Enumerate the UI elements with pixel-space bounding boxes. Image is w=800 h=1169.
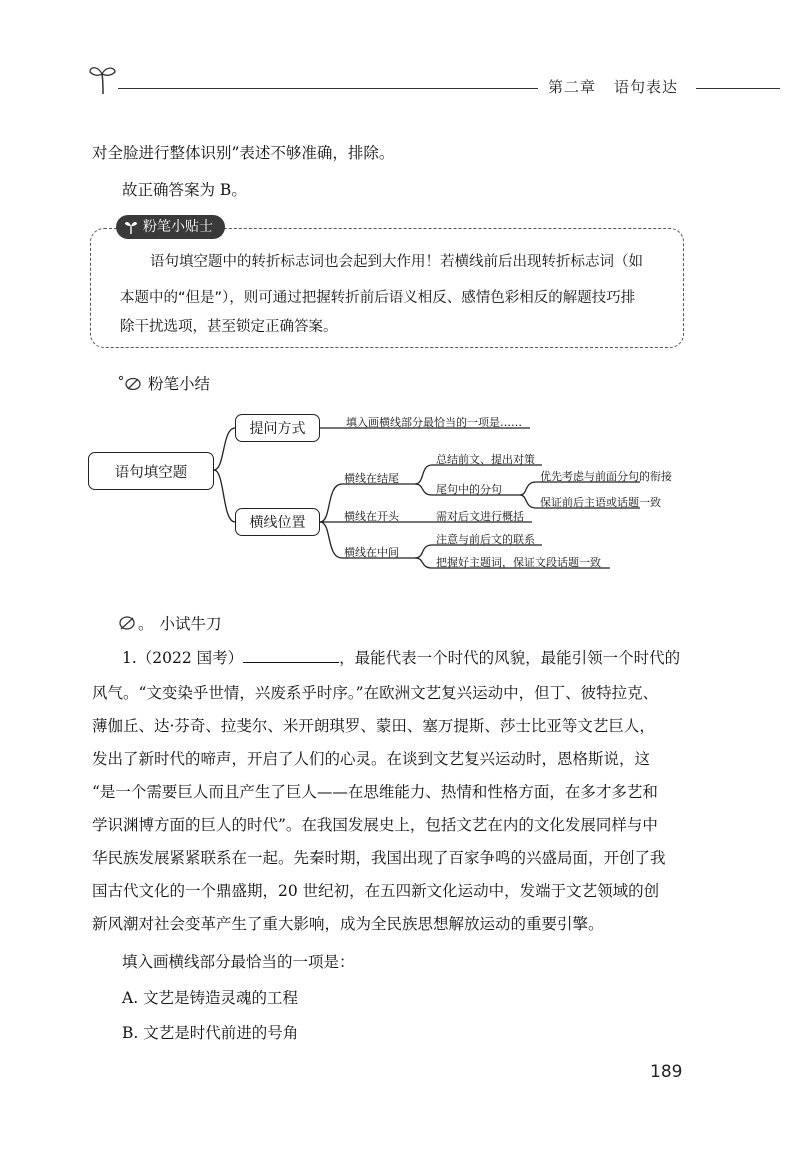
- page-number: 189: [650, 1062, 683, 1082]
- question-line: “是一个需要巨人而且产生了巨人——在思维能力、热情和性格方面，在多才多艺和: [92, 783, 658, 801]
- tip-line: 本题中的“但是”），则可通过把握转折前后语义相反、感情色彩相反的解题技巧排: [120, 290, 636, 306]
- intro-line-2: 故正确答案为 B。: [122, 181, 247, 199]
- mind-map-mid-item: 注意与前后文的联系: [436, 533, 535, 546]
- question-line: 新风潮对社会变革产生了重大影响，成为全民族思想解放运动的重要引擎。: [92, 915, 604, 933]
- mind-map-root: 语句填空题: [88, 452, 214, 490]
- mind-map-question-method: 提问方式: [235, 414, 320, 442]
- summary-title-text: 粉笔小结: [148, 375, 211, 393]
- mind-map-end-item: 尾句中的分句: [436, 483, 502, 496]
- practice-title: 。 小试牛刀: [118, 612, 222, 634]
- mind-map-pos-mid: 横线在中间: [344, 546, 399, 559]
- tip-line: 语句填空题中的转折标志词也会起到大作用！若横线前后出现转折标志词（如: [150, 254, 643, 270]
- question-line: 薄伽丘、达·芬奇、拉斐尔、米开朗琪罗、蒙田、塞万提斯、莎士比亚等文艺巨人，: [92, 717, 655, 735]
- running-header: [548, 76, 696, 97]
- question-text: ，最能代表一个时代的风貌，最能引领一个时代的: [339, 649, 681, 667]
- section-label: 语句表达: [614, 78, 679, 96]
- mind-map: [80, 400, 672, 600]
- question-prefix: 1.（2022 国考）: [122, 649, 244, 667]
- pencil-icon: [118, 615, 136, 631]
- chapter-label: 第二章: [548, 78, 597, 96]
- question-line: 华民族发展紧紧联系在一起。先秦时期，我国出现了百家争鸣的兴盛局面，开创了我: [92, 849, 666, 867]
- header-rule: [118, 88, 538, 89]
- option-a: A. 文艺是铸造灵魂的工程: [122, 989, 299, 1007]
- mind-map-tail-item: 保证前后主语或话题一致: [540, 496, 661, 509]
- tip-tag: [116, 215, 225, 239]
- mind-map-mid-item: 把握好主题词，保证文段话题一致: [436, 556, 601, 569]
- mind-map-start-desc: 需对后文进行概括: [436, 510, 524, 523]
- mind-map-end-item: 总结前文、提出对策: [436, 453, 535, 466]
- practice-title-text: 小试牛刀: [159, 615, 222, 633]
- question-line: 风气。“文变染乎世情，兴废系乎时序。”在欧洲文艺复兴运动中，但丁、彼特拉克、: [92, 684, 659, 702]
- mind-map-tail-item: 优先考虑与前面分句的衔接: [540, 470, 672, 483]
- mind-map-position: 横线位置: [235, 508, 320, 536]
- question-line: 发出了新时代的啼声，开启了人们的心灵。在谈到文艺复兴运动时，恩格斯说，这: [92, 750, 651, 768]
- tip-tag-label: 粉笔小贴士: [143, 219, 213, 235]
- mind-map-pos-start: 横线在开头: [344, 510, 399, 523]
- header-rule-right: [696, 88, 780, 89]
- summary-title: [118, 372, 210, 394]
- question-prompt: 填入画横线部分最恰当的一项是：: [122, 953, 355, 971]
- answer-blank: [243, 648, 339, 663]
- option-b: B. 文艺是时代前进的号角: [122, 1024, 299, 1042]
- sprout-icon: [124, 219, 138, 235]
- mind-map-question-desc: 填入画横线部分最恰当的一项是……: [346, 416, 522, 429]
- question-line: 学识渊博方面的巨人的时代”。在我国发展史上，包括文艺在内的文化发展同样与中: [92, 816, 658, 834]
- question-line: 国古代文化的一个鼎盛期，20 世纪初，在五四新文化运动中，发端于文艺领域的创: [92, 882, 660, 900]
- tip-line: 除干扰选项，甚至锁定正确答案。: [120, 319, 338, 335]
- sprout-icon: [88, 62, 118, 96]
- question-line: [122, 648, 680, 668]
- mind-map-pos-end: 横线在结尾: [344, 472, 399, 485]
- pencil-icon: [118, 374, 142, 392]
- intro-line-1: 对全脸进行整体识别”表述不够准确，排除。: [92, 144, 395, 162]
